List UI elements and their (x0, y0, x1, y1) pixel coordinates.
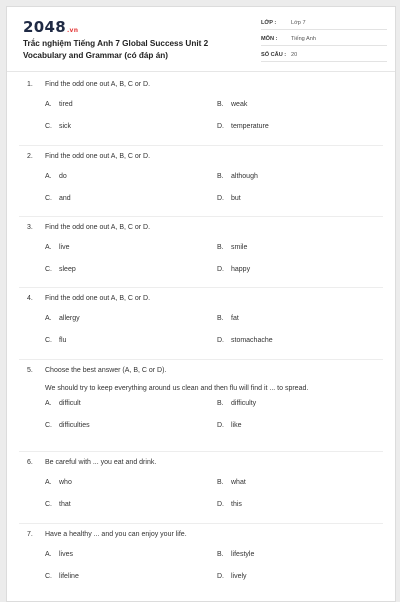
option-text: smile (231, 244, 248, 251)
option-letter: B. (217, 479, 224, 486)
option-text: fat (231, 315, 239, 322)
answer-option-d[interactable] (217, 337, 273, 344)
info-row-subject (261, 33, 387, 46)
question-head (27, 81, 377, 93)
question-text: Find the odd one out A, B, C or D. (45, 295, 151, 302)
answer-options (27, 551, 377, 595)
site-logo[interactable] (23, 18, 78, 36)
question-number: 4. (27, 295, 33, 302)
answer-option-b[interactable] (217, 479, 246, 486)
option-letter: B. (217, 173, 224, 180)
answer-option-b[interactable] (217, 244, 247, 251)
answer-option-c[interactable] (45, 123, 71, 130)
answer-option-d[interactable] (217, 266, 250, 273)
option-text: sleep (59, 266, 76, 273)
option-text: tired (59, 101, 73, 108)
answer-option-b[interactable] (217, 551, 254, 558)
option-text: but (231, 195, 241, 202)
option-text: who (59, 479, 72, 486)
option-letter: C. (45, 266, 52, 273)
question-number: 6. (27, 459, 33, 466)
question-number: 2. (27, 153, 33, 160)
answer-option-c[interactable] (45, 266, 76, 273)
option-text: what (231, 479, 246, 486)
question-text: Choose the best answer (A, B, C or D). (45, 367, 167, 374)
answer-options (27, 101, 377, 145)
answer-options (27, 244, 377, 288)
question-text: Have a healthy ... and you can enjoy your life. (45, 531, 187, 538)
option-letter: B. (217, 315, 224, 322)
option-text: difficulties (59, 422, 90, 429)
answer-option-a[interactable] (45, 315, 80, 322)
question-divider (19, 523, 383, 524)
answer-option-c[interactable] (45, 195, 71, 202)
info-label: MÔN : (261, 36, 278, 42)
option-letter: B. (217, 101, 224, 108)
question-divider (19, 359, 383, 360)
option-letter: C. (45, 195, 52, 202)
question-divider (19, 451, 383, 452)
quiz-title-line-1: Trắc nghiệm Tiếng Anh 7 Global Success Unit 2 (23, 39, 209, 48)
question-number: 1. (27, 81, 33, 88)
option-letter: D. (217, 573, 224, 580)
option-text: stomachache (231, 337, 273, 344)
option-text: difficult (59, 400, 81, 407)
option-letter: C. (45, 573, 52, 580)
option-letter: B. (217, 400, 224, 407)
answer-option-d[interactable] (217, 123, 269, 130)
answer-option-b[interactable] (217, 101, 247, 108)
option-letter: A. (45, 244, 52, 251)
info-row-count (261, 49, 387, 62)
question-number: 7. (27, 531, 33, 538)
option-text: lifeline (59, 573, 79, 580)
answer-options (27, 173, 377, 217)
question-number: 5. (27, 367, 33, 374)
option-letter: D. (217, 195, 224, 202)
info-value: 20 (291, 52, 298, 58)
question-5 (27, 367, 377, 444)
question-head (27, 459, 377, 471)
quiz-header (7, 7, 395, 72)
question-text: Find the odd one out A, B, C or D. (45, 224, 151, 231)
option-text: weak (231, 101, 248, 108)
option-text: difficulty (231, 400, 257, 407)
question-head (27, 224, 377, 236)
option-text: temperature (231, 123, 269, 130)
quiz-sheet (6, 6, 396, 602)
option-letter: A. (45, 101, 52, 108)
option-text: sick (59, 123, 72, 130)
option-text: lifestyle (231, 551, 255, 558)
answer-option-c[interactable] (45, 337, 66, 344)
answer-option-d[interactable] (217, 195, 241, 202)
info-value: Lớp 7 (291, 20, 306, 26)
answer-option-b[interactable] (217, 400, 256, 407)
question-head (27, 367, 377, 379)
info-value: Tiếng Anh (291, 36, 316, 42)
option-text: flu (59, 337, 67, 344)
option-letter: D. (217, 501, 224, 508)
option-letter: C. (45, 337, 52, 344)
option-text: lives (59, 551, 74, 558)
option-letter: D. (217, 337, 224, 344)
answer-option-c[interactable] (45, 501, 71, 508)
option-text: although (231, 173, 258, 180)
question-6 (27, 459, 377, 523)
answer-option-a[interactable] (45, 173, 67, 180)
option-text: live (59, 244, 70, 251)
question-7 (27, 531, 377, 595)
option-letter: D. (217, 123, 224, 130)
question-divider (19, 145, 383, 146)
question-1 (27, 81, 377, 145)
option-text: happy (231, 266, 251, 273)
option-letter: B. (217, 551, 224, 558)
answer-option-a[interactable] (45, 551, 73, 558)
answer-option-d[interactable] (217, 501, 242, 508)
option-text: do (59, 173, 67, 180)
option-text: that (59, 501, 71, 508)
question-4 (27, 295, 377, 359)
answer-option-a[interactable] (45, 244, 70, 251)
answer-option-b[interactable] (217, 173, 258, 180)
option-letter: A. (45, 400, 52, 407)
logo-sub-text: .vn (66, 27, 79, 34)
question-2 (27, 153, 377, 217)
option-letter: D. (217, 422, 224, 429)
answer-options (27, 479, 377, 523)
answer-option-a[interactable] (45, 479, 72, 486)
option-text: lively (231, 573, 247, 580)
option-letter: A. (45, 173, 52, 180)
option-letter: C. (45, 422, 52, 429)
info-label: LỚP : (261, 20, 277, 26)
info-label: SỐ CÂU : (261, 52, 287, 58)
question-text: Find the odd one out A, B, C or D. (45, 81, 151, 88)
option-text: this (231, 501, 242, 508)
logo-main-text: 2048 (23, 18, 66, 36)
option-text: like (231, 422, 242, 429)
answer-option-c[interactable] (45, 422, 90, 429)
option-letter: A. (45, 479, 52, 486)
info-row-class (261, 17, 387, 30)
option-letter: B. (217, 244, 224, 251)
question-number: 3. (27, 224, 33, 231)
option-text: and (59, 195, 71, 202)
question-3 (27, 224, 377, 288)
option-letter: A. (45, 551, 52, 558)
question-stem: We should try to keep everything around us clean and then flu will find it ... to spread. (45, 385, 309, 392)
answer-option-d[interactable] (217, 573, 247, 580)
answer-option-a[interactable] (45, 400, 81, 407)
question-head (27, 295, 377, 307)
answer-option-a[interactable] (45, 101, 73, 108)
option-text: allergy (59, 315, 80, 322)
question-head (27, 531, 377, 543)
option-letter: A. (45, 315, 52, 322)
quiz-title-line-2: Vocabulary and Grammar (có đáp án) (23, 51, 168, 60)
answer-options (27, 315, 377, 359)
question-text: Find the odd one out A, B, C or D. (45, 153, 151, 160)
answer-option-d[interactable] (217, 422, 242, 429)
answer-options (27, 400, 377, 444)
question-head (27, 153, 377, 165)
option-letter: D. (217, 266, 224, 273)
option-letter: C. (45, 501, 52, 508)
answer-option-c[interactable] (45, 573, 79, 580)
question-text: Be careful with ... you eat and drink. (45, 459, 157, 466)
answer-option-b[interactable] (217, 315, 239, 322)
option-letter: C. (45, 123, 52, 130)
